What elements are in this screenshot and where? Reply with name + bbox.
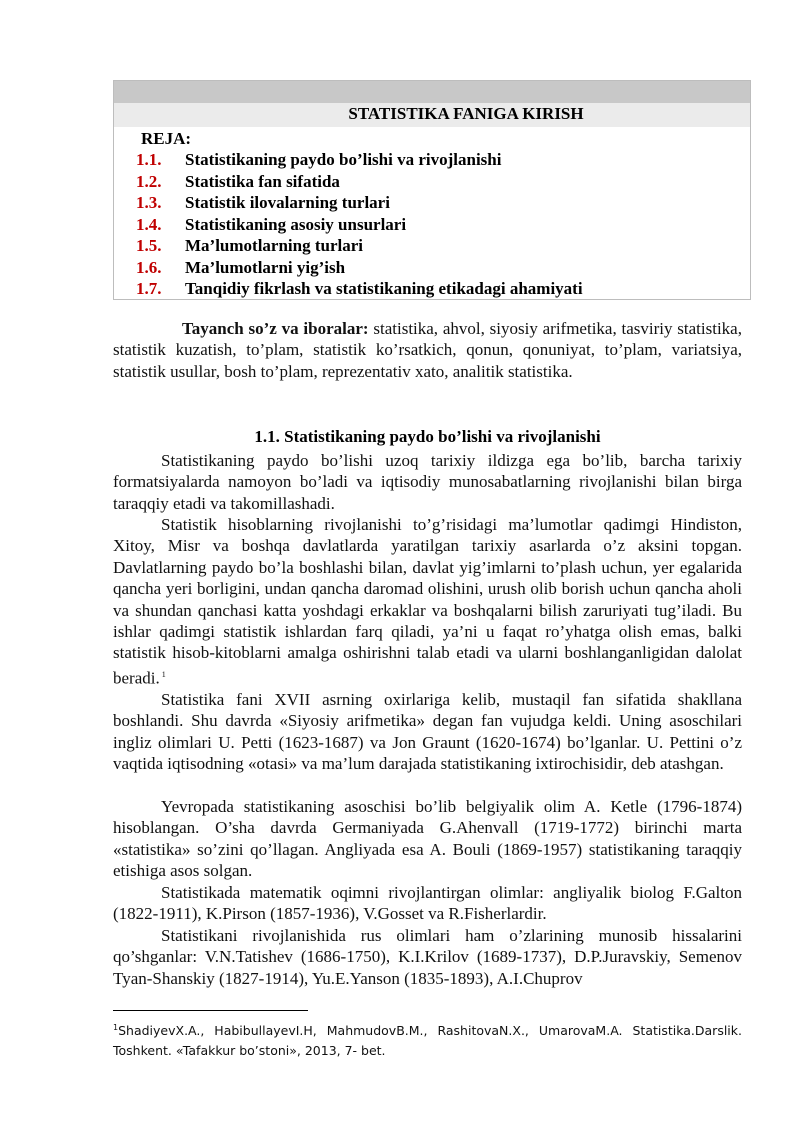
body-paragraph-text: Statistik hisoblarning rivojlanishi to’g’risidagi ma’lumotlar qadimgi Hindiston, Xitoy, Misr va boshqa davlatlarda yaratilgan tarixiy asarlarda o’z aksini topgan. Davlatlarning paydo bo’la boshlashi bilan, davlat yig’imlarni to’plash uchun, yer egalarida qancha yeri borligini, undan qancha daromad olishini, urush olib borish uchun qancha aholi va shundan qanchasi katta yoshdagi erkaklar va boshqalarni bilish zaruriyati tug’iladi. Bu ishlar qadimgi statistik ishlardan farq qiladi, ya’ni u faqat ro’yhatga olish emas, balki statistik hisob-kitoblarni amalga oshirishni talab etadi va ularni boshlanganligidan dalolat beradi. xyxy=(113,515,742,688)
footnote-separator xyxy=(113,1010,308,1011)
plan-item xyxy=(136,279,583,301)
plan-item xyxy=(136,150,583,172)
footnote-reference: 1 xyxy=(161,669,166,679)
footnote-text: ShadiyevX.A., HabibullayevI.H, MahmudovB.M., RashitovaN.X., UmarovaM.A. Statistika.Darslik. Toshkent. «Tafakkur bo’stoni», 2013, 7- bet. xyxy=(113,1023,742,1059)
plan-item-number: 1.5. xyxy=(136,236,162,255)
plan-item xyxy=(136,172,583,194)
keywords-label: Tayanch so’z va iboralar: xyxy=(182,319,369,338)
plan-item xyxy=(136,193,583,215)
plan-item xyxy=(136,215,583,237)
plan-item-number: 1.6. xyxy=(136,257,162,277)
header-band xyxy=(114,81,750,103)
plan-item-text: Statistika fan sifatida xyxy=(185,171,340,191)
plan-item-number: 1.7. xyxy=(136,279,162,298)
plan-item xyxy=(136,236,583,258)
chapter-title: STATISTIKA FANIGA KIRISH xyxy=(348,104,584,123)
body-paragraph: Statistikada matematik oqimni rivojlantirgan olimlar: angliyalik biolog F.Galton (1822-1911), K.Pirson (1857-1936), V.Gosset va R.Fisherlardir. xyxy=(113,883,742,924)
plan-item-text: Statistikaning asosiy unsurlari xyxy=(185,214,407,234)
plan-item-number: 1.4. xyxy=(136,214,162,234)
plan-list xyxy=(136,150,583,301)
plan-item-text: Statistik ilovalarning turlari xyxy=(185,193,390,212)
plan-item-text: Statistikaning paydo bo’lishi va rivojlanishi xyxy=(185,150,502,169)
plan-item xyxy=(136,258,583,280)
keywords-paragraph xyxy=(113,318,742,382)
footnote xyxy=(113,1018,742,1061)
body-paragraph xyxy=(113,514,742,689)
chapter-header-box xyxy=(113,80,751,300)
header-title-row xyxy=(114,103,750,127)
plan-item-text: Tanqidiy fikrlash va statistikaning etikadagi ahamiyati xyxy=(185,279,583,298)
plan-item-number: 1.3. xyxy=(136,193,162,212)
body-paragraph: Statistika fani XVII asrning oxirlariga kelib, mustaqil fan sifatida shakllana boshlandi. Shu davrda «Siyosiy arifmetika» degan fan vujudga keldi. Uning asoschilari ingliz olimlari U. Petti (1623-1687) va Jon Graunt (1620-1674) bo’lganlar. U. Pettini o’z vaqtida iqtisodning «otasi» va ma’lum darajada statistikaning ixtirochisidir, deb atashgan. xyxy=(113,690,742,774)
plan-label: REJA: xyxy=(141,129,192,148)
footnote-mark: 1 xyxy=(113,1023,119,1032)
body-paragraph: Yevropada statistikaning asoschisi bo’lib belgiyalik olim A. Ketle (1796-1874) hisoblangan. O’sha davrda Germaniyada G.Ahenvall (1719-1772) birinchi marta «statistika» so’zini qo’llagan. Angliyada esa A. Bouli (1869-1957) statistikaning taraqqiy etishiga asos solgan. xyxy=(113,797,742,881)
body-paragraph: Statistikaning paydo bo’lishi uzoq tarixiy ildizga ega bo’lib, barcha tarixiy formatsiyalarda namoyon bo’ladi va iqtisodiy munosabatlarning rivojlanishi bilan birga taraqqiy etadi va takomillashadi. xyxy=(113,451,742,513)
body-paragraph: Statistikani rivojlanishida rus olimlari ham o’zlarining munosib hissalarini qo’shganlar: V.N.Tatishev (1686-1750), K.I.Krilov (1689-1737), D.P.Juravskiy, Semenov Tyan-Shanskiy (1827-1914), Yu.E.Yanson (1835-1893), A.I.Chuprov xyxy=(113,926,742,988)
plan-item-number: 1.1. xyxy=(136,150,162,169)
plan-item-text: Ma’lumotlarning turlari xyxy=(185,236,364,255)
plan-item-number: 1.2. xyxy=(136,171,162,191)
section-heading: 1.1. Statistikaning paydo bo’lishi va rivojlanishi xyxy=(254,427,601,446)
plan-item-text: Ma’lumotlarni yig’ish xyxy=(185,257,346,277)
keywords-text: statistika, ahvol, siyosiy arifmetika, tasviriy statistika, statistik kuzatish, to’plam, statistik ko’rsatkich, qonun, qonuniyat, to’plam, variatsiya, statistik usullar, bosh to’plam, reprezentativ xato, analitik statistika. xyxy=(113,319,742,381)
